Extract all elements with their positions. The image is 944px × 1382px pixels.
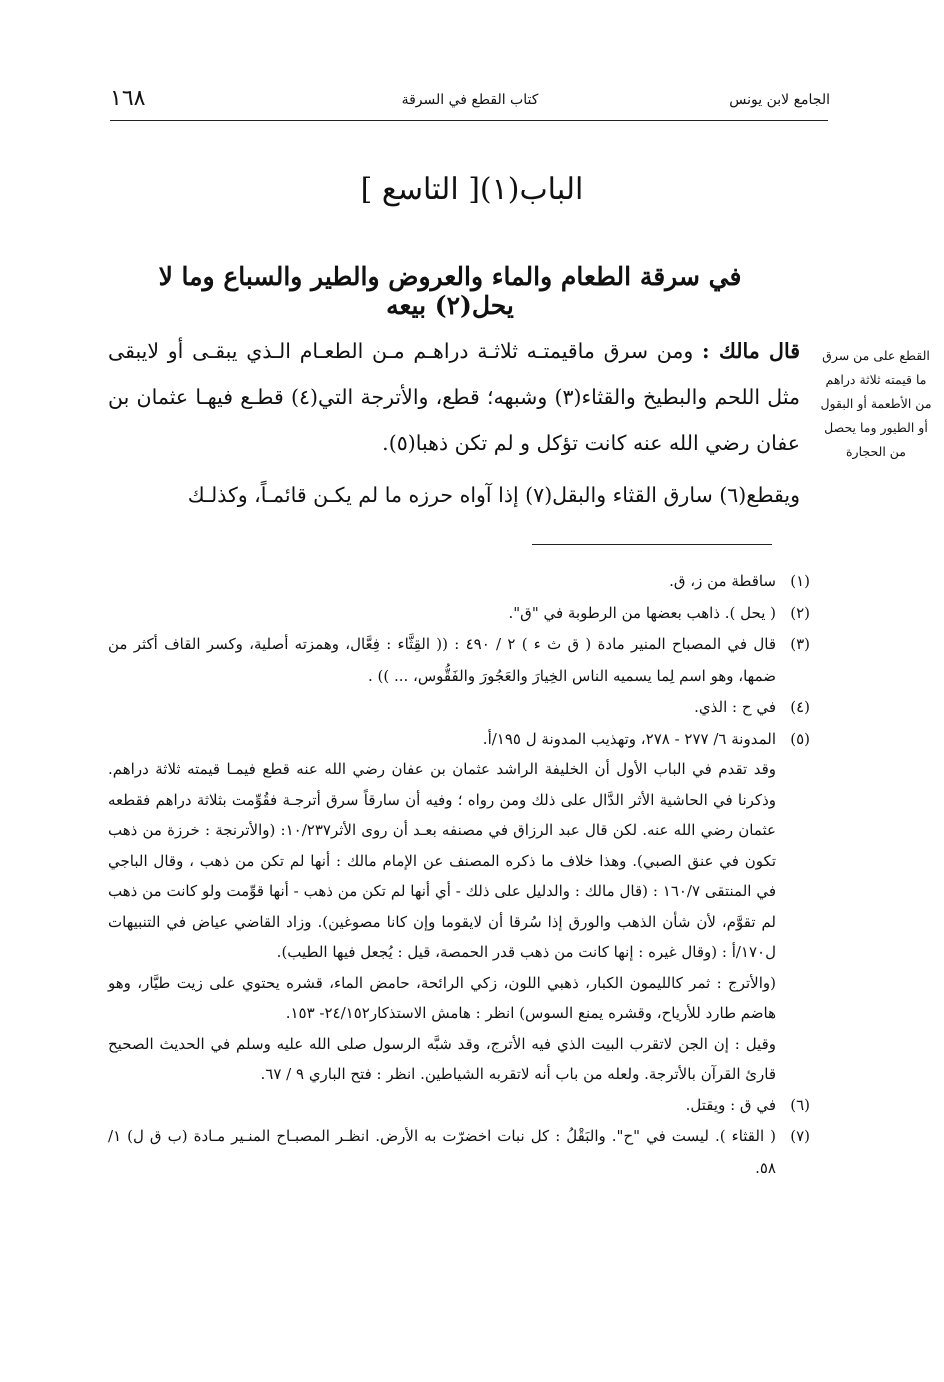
footnote-5 (108, 724, 810, 1090)
footnote-number: (٤) (790, 698, 810, 716)
footnote-1 (108, 566, 810, 598)
footnote-text: في ح : الذي. (694, 698, 776, 716)
main-paragraph-1 (108, 328, 800, 466)
footnote-text: قال في المصباح المنير مادة ( ق ث ء ) ٢ / ٤٩٠ : (( القِثَّاء : فِعَّال، وهمزته أصلية، وكسر القاف أكثر من ضمها، وهو اسم لِما يسميه الناس الخِيارَ والعَجُورَ والفَقُّوس، ... )) . (108, 635, 776, 685)
footnote-4 (108, 692, 810, 724)
footnote-separator (532, 544, 772, 545)
footnote-number: (١) (790, 572, 810, 590)
chapter-subtitle: في سرقة الطعام والماء والعروض والطير والسباع وما لا يحل(٢) بيعه (158, 262, 742, 320)
margin-note: القطع على من سرق ما قيمته ثلاثة دراهم من الأطعمة أو البقول أو الطيور وما يحصل من الحجارة (820, 348, 932, 459)
header-chapter-title: كتاب القطع في السرقة (401, 92, 539, 108)
running-header (110, 86, 830, 118)
footnote-text: ( القثاء ). ليست في "ح". والبَقْلُ : كل نبات اخضرّت به الأرض. انظـر المصبـاح المنـير مـادة (ب ق ل) ١/ ٥٨. (108, 1127, 776, 1177)
page-number: ١٦٨ (110, 86, 146, 111)
footnote-number: (٧) (790, 1127, 810, 1145)
main-text (108, 328, 800, 518)
footnote-3 (108, 629, 810, 692)
footnote-7 (108, 1121, 810, 1184)
main-paragraph-2: ويقطع(٦) سارق القثاء والبقل(٧) إذا آواه حرزه ما لم يكـن قائمـاً، وكذلـك (187, 483, 800, 507)
footnote-5-commentary: وقد تقدم في الباب الأول أن الخليفة الراشد عثمان بن عفان رضي الله عنه قطع فيمـا قيمته ثلاثة دراهم. وذكرنا في الحاشية الأثر الدَّال على ذلك ومن رواه ؛ وفيه أن سارقاً سرق أترجـة فقُوِّمت بثلاثة دراهم فقطعه عثمان رضي الله عنه. لكن قال عبد الرزاق في مصنفه بعـد أن روى الأثر١٠/٢٣٧: (والأترنجة : خرزة من ذهب تكون في عنق الصبي). وهذا خلاف ما ذكره المصنف عن الإمام مالك : أنها لم تكن من ذهب ، وقال الباجي في المنتقى ١٦٠/٧ : (قال مالك : والدليل على ذلك - أي أنها لم تكن من ذهب - أنها قوِّمت ولو كانت من ذهب لم تقوَّم، لأن شأن الذهب والورق إذا سُرقا أن لايقوما وإن كانا مصوغين). وزاد القاضي عياض في التنبيهات ل١٧٠/أ : (وقال غيره : إنها كانت من ذهب قدر الحمصة، قيل : يُجعل فيها الطيب). (108, 760, 777, 961)
speaker-label: قال مالك : (702, 339, 800, 363)
header-book-title: الجامع لابن يونس (729, 92, 830, 108)
footnotes (108, 566, 810, 1184)
footnote-text: في ق : ويقتل. (685, 1095, 776, 1114)
header-rule (110, 120, 828, 121)
footnote-text: المدونة ٦/ ٢٧٧ - ٢٧٨، وتهذيب المدونة ل ١٩٥/أ. (482, 729, 776, 748)
footnote-5-hadith-note: وقيل : إن الجن لاتقرب البيت الذي فيه الأترج، وقد شبَّه الرسول صلى الله عليه وسلم في الحديث الصحيح قارئ القرآن بالأترجة. ولعله من باب أنه لاتقربه الشياطين. انظر : فتح الباري ٩ / ٦٧. (108, 1034, 776, 1083)
footnote-text: ( يحل ). ذاهب بعضها من الرطوبة في "ق". (508, 603, 776, 622)
footnote-number: (٥) (790, 729, 810, 748)
footnote-number: (٣) (790, 635, 810, 653)
footnote-number: (٦) (790, 1095, 810, 1114)
footnote-text: ساقطة من ز، ق. (669, 572, 776, 590)
chapter-heading: الباب(١)[ التاسع ] (360, 172, 584, 207)
paragraph-1-text: ومن سرق ماقيمتـه ثلاثـة دراهـم مـن الطعـام الـذي يبقـى أو لايبقى مثل اللحم والبطيخ والقثاء(٣) وشبهه؛ قطع، والأترجة التي(٤) قطـع فيهـا عثمان بن عفان رضي الله عنه كانت تؤكل و لم تكن ذهبا(٥). (108, 339, 800, 455)
footnote-2 (108, 598, 810, 630)
footnote-number: (٢) (790, 603, 810, 622)
footnote-6 (108, 1090, 810, 1122)
footnote-5-citron-definition: (والأترج : ثمر كالليمون الكبار، ذهبي اللون، زكي الرائحة، حامض الماء، قشره يحتوي على زيت طيَّار، وهو هاضم طارد للأرياح، وقشره يمنع السوس) انظر : هامش الاستذكار٢٤/١٥٢- ١٥٣. (108, 973, 776, 1022)
